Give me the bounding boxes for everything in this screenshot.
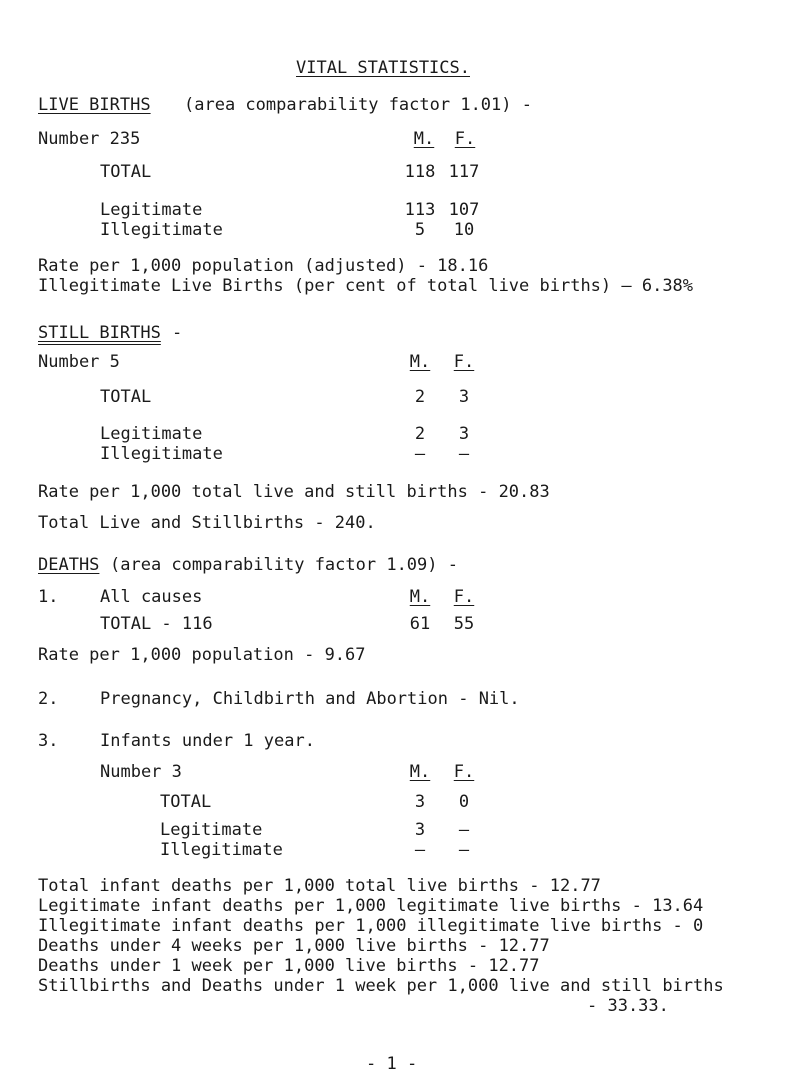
infants-illegit-m: — bbox=[414, 840, 426, 860]
deaths-item2-label: Pregnancy, Childbirth and Abortion - Nil. bbox=[100, 689, 520, 709]
still-births-legit-label: Legitimate bbox=[100, 424, 203, 444]
still-births-total-live: Total Live and Stillbirths - 240. bbox=[38, 513, 376, 533]
still-births-legit-f: 3 bbox=[458, 424, 470, 444]
deaths-col-f: F. bbox=[453, 587, 475, 607]
live-births-illegit-label: Illegitimate bbox=[100, 220, 223, 240]
live-births-legit-label: Legitimate bbox=[100, 200, 203, 220]
deaths-item3-num: 3. bbox=[38, 731, 59, 751]
live-births-legit-m: 113 bbox=[404, 200, 436, 220]
live-births-number: Number 235 bbox=[38, 129, 141, 149]
deaths-total-m: 61 bbox=[409, 614, 431, 634]
page-title: VITAL STATISTICS. bbox=[296, 58, 470, 78]
still-births-col-f: F. bbox=[453, 352, 475, 372]
still-births-heading: STILL BIRTHS bbox=[38, 323, 161, 343]
live-births-legit-f: 107 bbox=[448, 200, 480, 220]
infants-total-label: TOTAL bbox=[160, 792, 212, 812]
infants-illegit-f: — bbox=[458, 840, 470, 860]
deaths-item1-label: All causes bbox=[100, 587, 203, 607]
deaths-total-label: TOTAL - 116 bbox=[100, 614, 213, 634]
page-number: - 1 - bbox=[366, 1054, 418, 1074]
infants-total-f: 0 bbox=[458, 792, 470, 812]
infants-col-m: M. bbox=[409, 762, 431, 782]
deaths-total-f: 55 bbox=[453, 614, 475, 634]
infants-col-f: F. bbox=[453, 762, 475, 782]
still-births-total-label: TOTAL bbox=[100, 387, 152, 407]
deaths-heading: DEATHS bbox=[38, 555, 100, 575]
still-births-total-f: 3 bbox=[458, 387, 470, 407]
still-births-total-m: 2 bbox=[414, 387, 426, 407]
still-births-illegit-f: — bbox=[458, 444, 470, 464]
rate-line: Total infant deaths per 1,000 total live births - 12.77 bbox=[38, 876, 601, 896]
deaths-factor: (area comparability factor 1.09) - bbox=[110, 555, 458, 575]
live-births-illegit-f: 10 bbox=[453, 220, 475, 240]
live-births-total-f: 117 bbox=[448, 162, 480, 182]
deaths-item1-num: 1. bbox=[38, 587, 59, 607]
live-births-illegit-percent: Illegitimate Live Births (per cent of total live births) — 6.38% bbox=[38, 276, 694, 296]
live-births-col-f: F. bbox=[454, 129, 476, 149]
rate-line: Illegitimate infant deaths per 1,000 illegitimate live births - 0 bbox=[38, 916, 704, 936]
still-births-illegit-m: — bbox=[414, 444, 426, 464]
still-births-dash: - bbox=[172, 323, 183, 343]
live-births-total-label: TOTAL bbox=[100, 162, 152, 182]
rate-line: Stillbirths and Deaths under 1 week per 1,000 live and still births bbox=[38, 976, 724, 996]
still-births-col-m: M. bbox=[409, 352, 431, 372]
deaths-col-m: M. bbox=[409, 587, 431, 607]
rate-line: Legitimate infant deaths per 1,000 legitimate live births - 13.64 bbox=[38, 896, 704, 916]
still-births-illegit-label: Illegitimate bbox=[100, 444, 223, 464]
live-births-heading: LIVE BIRTHS bbox=[38, 95, 151, 115]
infants-total-m: 3 bbox=[414, 792, 426, 812]
live-births-total-m: 118 bbox=[404, 162, 436, 182]
final-rate-value: - 33.33. bbox=[587, 996, 669, 1016]
still-births-rate: Rate per 1,000 total live and still births - 20.83 bbox=[38, 482, 550, 502]
live-births-col-m: M. bbox=[413, 129, 435, 149]
live-births-rate: Rate per 1,000 population (adjusted) - 18.16 bbox=[38, 256, 489, 276]
deaths-rate: Rate per 1,000 population - 9.67 bbox=[38, 645, 366, 665]
deaths-item3-label: Infants under 1 year. bbox=[100, 731, 315, 751]
infants-illegit-label: Illegitimate bbox=[160, 840, 283, 860]
still-births-legit-m: 2 bbox=[414, 424, 426, 444]
infants-number: Number 3 bbox=[100, 762, 182, 782]
deaths-item2-num: 2. bbox=[38, 689, 59, 709]
rate-line: Deaths under 4 weeks per 1,000 live births - 12.77 bbox=[38, 936, 550, 956]
rate-line: Deaths under 1 week per 1,000 live births - 12.77 bbox=[38, 956, 540, 976]
infants-legit-f: — bbox=[458, 820, 470, 840]
infants-legit-label: Legitimate bbox=[160, 820, 263, 840]
live-births-illegit-m: 5 bbox=[414, 220, 426, 240]
infants-legit-m: 3 bbox=[414, 820, 426, 840]
still-births-number: Number 5 bbox=[38, 352, 120, 372]
live-births-factor: (area comparability factor 1.01) - bbox=[184, 95, 532, 115]
